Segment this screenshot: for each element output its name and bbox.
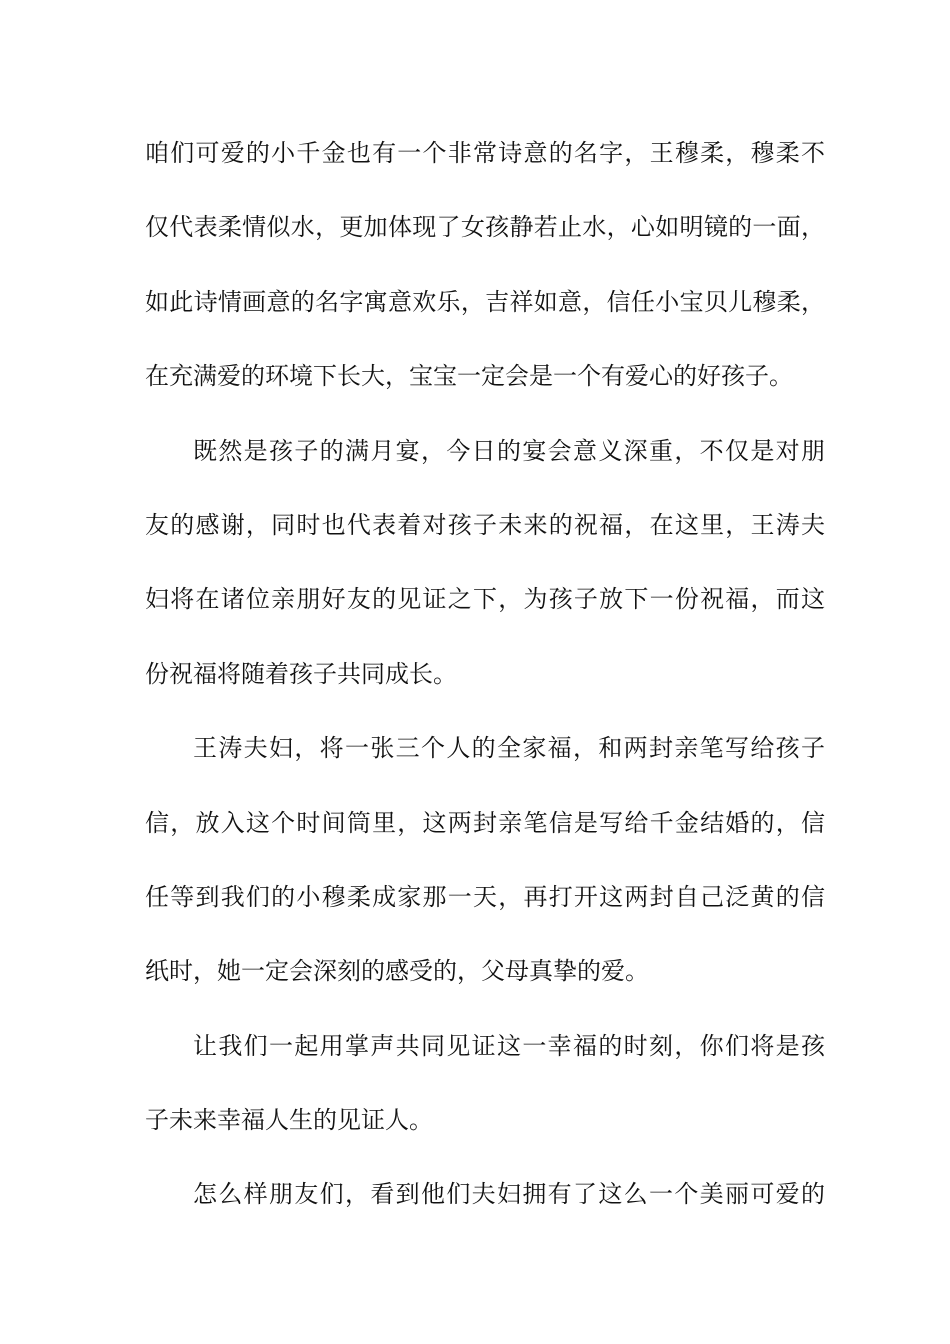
text-line-6: 友的感谢，同时也代表着对孩子未来的祝福，在这里，王涛夫 (145, 510, 825, 539)
text-line-14: 子未来幸福人生的见证人。 (145, 1106, 433, 1135)
text-line-9: 王涛夫妇，将一张三个人的全家福，和两封亲笔写给孩子 (193, 734, 825, 763)
text-line-8: 份祝福将随着孩子共同成长。 (145, 659, 457, 688)
body-text (145, 127, 825, 1243)
text-line-13: 让我们一起用掌声共同见证这一幸福的时刻，你们将是孩 (193, 1031, 825, 1060)
text-line-3: 如此诗情画意的名字寓意欢乐，吉祥如意，信任小宝贝儿穆柔， (145, 287, 825, 316)
text-line-15: 怎么样朋友们，看到他们夫妇拥有了这么一个美丽可爱的 (193, 1180, 825, 1209)
text-line-5: 既然是孩子的满月宴，今日的宴会意义深重，不仅是对朋 (193, 436, 825, 465)
text-line-10: 信，放入这个时间筒里，这两封亲笔信是写给千金结婚的，信 (145, 808, 825, 837)
text-line-12: 纸时，她一定会深刻的感受的，父母真挚的爱。 (145, 957, 649, 986)
text-line-11: 任等到我们的小穆柔成家那一天，再打开这两封自己泛黄的信 (145, 882, 825, 911)
text-line-1: 咱们可爱的小千金也有一个非常诗意的名字，王穆柔，穆柔不 (145, 139, 825, 167)
text-line-2: 仅代表柔情似水，更加体现了女孩静若止水，心如明镜的一面， (145, 213, 825, 242)
text-line-7: 妇将在诸位亲朋好友的见证之下，为孩子放下一份祝福，而这 (145, 585, 825, 614)
text-line-4: 在充满爱的环境下长大，宝宝一定会是一个有爱心的好孩子。 (145, 362, 793, 391)
